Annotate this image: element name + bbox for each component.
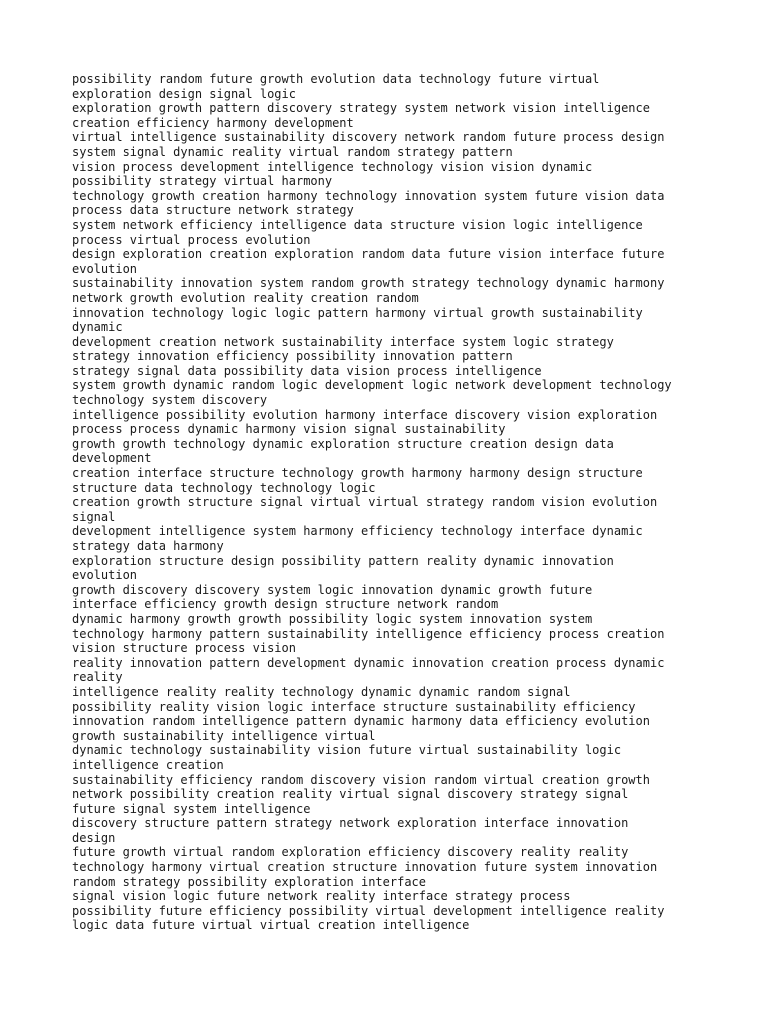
- text-line: sustainability innovation system random growth strategy technology dynamic harmony: [72, 276, 665, 291]
- text-line: process virtual process evolution: [72, 232, 311, 247]
- text-line: strategy innovation efficiency possibility innovation pattern: [72, 349, 513, 364]
- text-line: possibility random future growth evolution data technology future virtual: [72, 72, 600, 86]
- text-line: interface efficiency growth design structure network random: [72, 597, 499, 612]
- text-line: dynamic harmony growth growth possibility logic system innovation system: [72, 611, 593, 626]
- document-page: [72, 72, 702, 933]
- text-line: vision process development intelligence technology vision vision dynamic: [72, 159, 593, 174]
- text-line: growth growth technology dynamic exploration structure creation design data: [72, 436, 614, 451]
- text-line: signal vision logic future network reality interface strategy process: [72, 889, 571, 904]
- text-line: intelligence reality reality technology dynamic dynamic random signal: [72, 684, 571, 699]
- text-line: reality: [72, 670, 123, 685]
- text-line: design exploration creation exploration random data future vision interface future: [72, 247, 665, 262]
- text-line: possibility reality vision logic interface structure sustainability efficiency: [72, 699, 636, 714]
- text-line: possibility future efficiency possibility virtual development intelligence reality: [72, 903, 665, 918]
- text-line: strategy data harmony: [72, 539, 224, 553]
- text-line: creation interface structure technology growth harmony harmony design structure: [72, 466, 643, 481]
- text-line: dynamic technology sustainability vision future virtual sustainability logic: [72, 743, 622, 758]
- text-line: technology harmony virtual creation structure innovation future system innovation: [72, 860, 658, 875]
- text-line: intelligence possibility evolution harmony interface discovery vision exploration: [72, 407, 658, 422]
- text-line: structure data technology technology logic: [72, 480, 376, 495]
- text-line: signal: [72, 509, 116, 524]
- text-line: development: [72, 451, 152, 466]
- text-line: system signal dynamic reality virtual random strategy pattern: [72, 144, 513, 159]
- text-line: growth sustainability intelligence virtual: [72, 728, 376, 743]
- text-line: growth discovery discovery system logic innovation dynamic growth future: [72, 582, 593, 597]
- text-line: logic data future virtual virtual creation intelligence: [72, 918, 470, 933]
- text-line: network growth evolution reality creation random: [72, 290, 419, 305]
- text-line: dynamic: [72, 320, 123, 335]
- text-line: technology growth creation harmony technology innovation system future vision data: [72, 188, 665, 203]
- text-line: virtual intelligence sustainability discovery network random future process design: [72, 130, 665, 145]
- text-line: random strategy possibility exploration interface: [72, 874, 427, 889]
- text-line: system network efficiency intelligence data structure vision logic intelligence: [72, 217, 643, 232]
- text-line: vision structure process vision: [72, 641, 296, 656]
- text-line: technology harmony pattern sustainability intelligence efficiency process creation: [72, 626, 665, 641]
- text-line: future growth virtual random exploration efficiency discovery reality reality: [72, 845, 629, 860]
- text-line: evolution: [72, 568, 138, 583]
- text-line: discovery structure pattern strategy network exploration interface innovation: [72, 816, 629, 831]
- text-line: strategy signal data possibility data vision process intelligence: [72, 363, 542, 378]
- text-line: process data structure network strategy: [72, 203, 354, 218]
- text-line: network possibility creation reality virtual signal discovery strategy signal: [72, 787, 629, 802]
- text-line: creation efficiency harmony development: [72, 115, 354, 130]
- text-line: evolution: [72, 261, 138, 276]
- text-line: sustainability efficiency random discovery vision random virtual creation growth: [72, 772, 650, 787]
- text-line: innovation random intelligence pattern dynamic harmony data efficiency evolution: [72, 714, 650, 729]
- text-line: innovation technology logic logic pattern harmony virtual growth sustainability: [72, 305, 643, 320]
- text-line: process process dynamic harmony vision signal sustainability: [72, 422, 506, 437]
- text-line: possibility strategy virtual harmony: [72, 174, 333, 189]
- text-line: design: [72, 830, 116, 845]
- text-line: system growth dynamic random logic development logic network development technology: [72, 378, 672, 393]
- text-line: exploration structure design possibility pattern reality dynamic innovation: [72, 553, 614, 568]
- text-line: creation growth structure signal virtual virtual strategy random vision evolution: [72, 495, 658, 510]
- text-line: development creation network sustainability interface system logic strategy: [72, 334, 614, 349]
- text-line: intelligence creation: [72, 757, 224, 772]
- text-line: reality innovation pattern development dynamic innovation creation process dynamic: [72, 655, 665, 670]
- text-line: future signal system intelligence: [72, 801, 311, 816]
- text-line: exploration growth pattern discovery strategy system network vision intelligence: [72, 101, 650, 116]
- text-line: technology system discovery: [72, 393, 268, 408]
- text-line: exploration design signal logic: [72, 86, 296, 101]
- text-line: development intelligence system harmony efficiency technology interface dynamic: [72, 524, 643, 539]
